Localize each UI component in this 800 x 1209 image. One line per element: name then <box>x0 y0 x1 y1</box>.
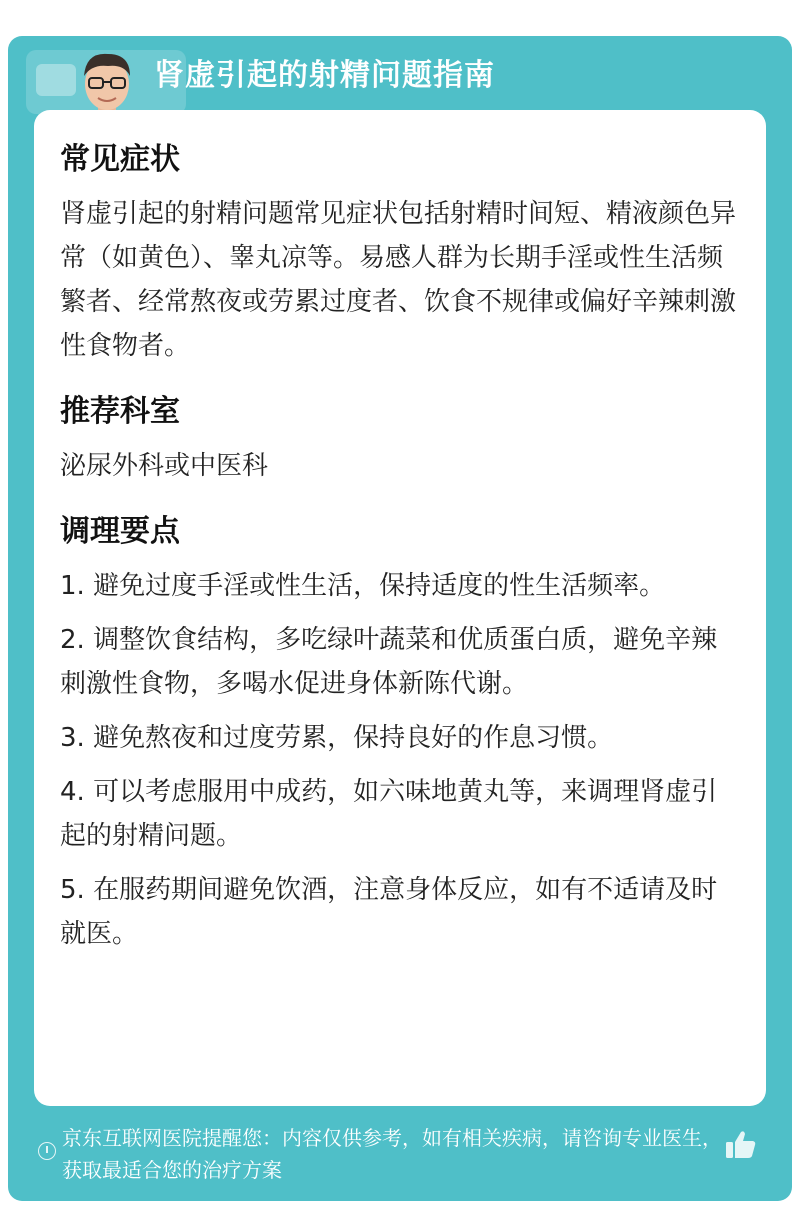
tip-item: 5. 在服药期间避免饮酒，注意身体反应，如有不适请及时就医。 <box>60 875 718 949</box>
tip-item: 1. 避免过度手淫或性生活，保持适度的性生活频率。 <box>60 571 666 601</box>
disclaimer-text: 京东互联网医院提醒您：内容仅供参考，如有相关疾病，请咨询专业医生，获取最适合您的治疗方案 <box>62 1126 722 1182</box>
department-heading: 推荐科室 <box>60 394 180 429</box>
symptoms-heading: 常见症状 <box>60 142 180 177</box>
tip-item: 4. 可以考虑服用中成药，如六味地黄丸等，来调理肾虚引起的射精问题。 <box>60 777 718 851</box>
symptoms-text: 肾虚引起的射精问题常见症状包括射精时间短、精液颜色异常（如黄色）、睾丸凉等。易感人群为长期手淫或性生活频繁者、经常熬夜或劳累过度者、饮食不规律或偏好辛辣刺激性食物者。 <box>60 199 737 361</box>
department-text: 泌尿外科或中医科 <box>60 451 269 481</box>
tip-item: 2. 调整饮食结构，多吃绿叶蔬菜和优质蛋白质，避免辛辣刺激性食物，多喝水促进身体新陈代谢。 <box>60 625 718 699</box>
page-title: 肾虚引起的射精问题指南 <box>154 58 495 93</box>
thumbs-up-icon[interactable] <box>724 1128 758 1162</box>
symptoms-section <box>60 134 740 368</box>
department-section <box>60 386 740 488</box>
info-icon <box>38 1142 56 1160</box>
tips-heading: 调理要点 <box>60 514 180 549</box>
guide-card <box>8 36 792 1201</box>
footer <box>8 1118 792 1198</box>
tips-section <box>60 506 740 956</box>
content-panel <box>34 110 766 1106</box>
tip-item: 3. 避免熬夜和过度劳累，保持良好的作息习惯。 <box>60 723 614 753</box>
